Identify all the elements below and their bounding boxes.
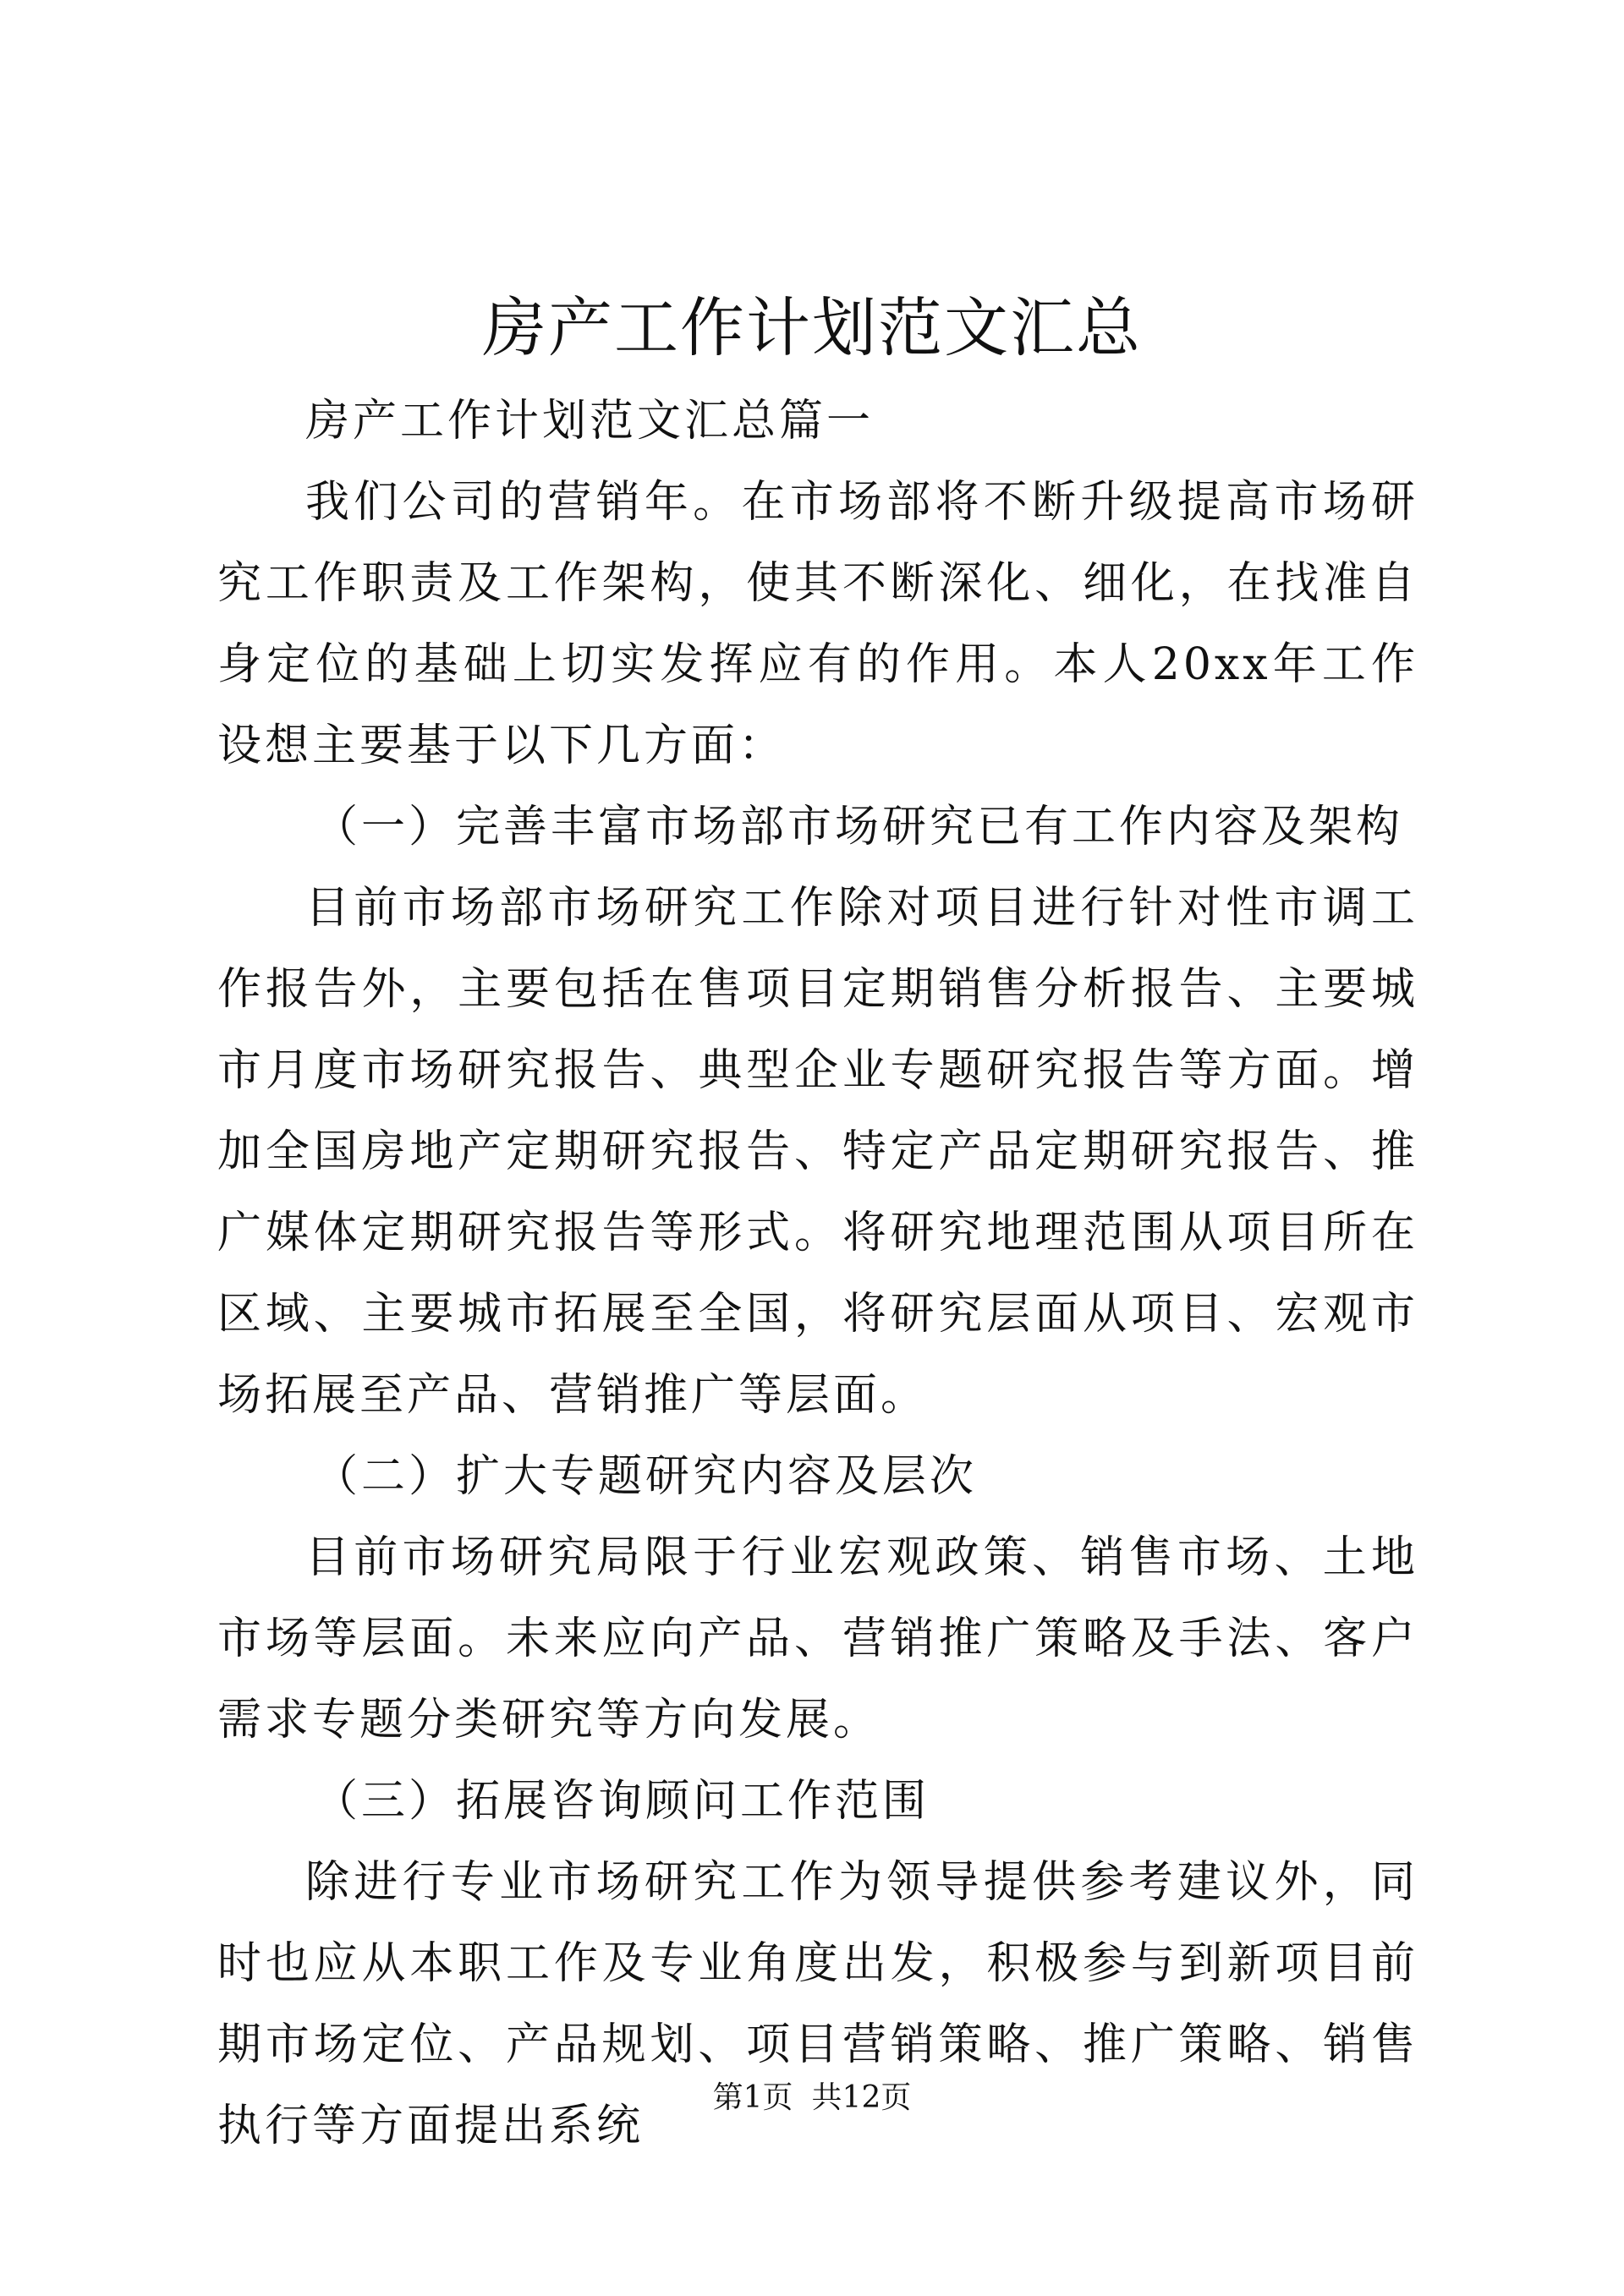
document-body (217, 381, 1418, 2167)
section-heading: （三）拓展咨询顾问工作范围 (314, 1776, 930, 1827)
body-paragraph: 目前市场部市场研究工作除对项目进行针对性市调工作报告外，主要包括在售项目定期销售分析报告、主要城市月度市场研究报告、典型企业专题研究报告等方面。增加全国房地产定期研究报告、特定产品定期研究报告、推广媒体定期研究报告等形式。将研究地理范围从项目所在区域、主要城市拓展至全国，将研究层面从项目、宏观市场拓展至产品、营销推广等层面。 (217, 883, 1418, 1421)
page-title: 房产工作计划范文汇总 (482, 290, 1142, 365)
section-heading: （一）完善丰富市场部市场研究已有工作内容及架构 (314, 802, 1404, 852)
body-paragraph: 目前市场研究局限于行业宏观政策、销售市场、土地市场等层面。未来应向产品、营销推广策略及手法、客户需求专题分类研究等方向发展。 (217, 1532, 1418, 1745)
page-footer (0, 2077, 1624, 2119)
body-paragraph: 我们公司的营销年。在市场部将不断升级提高市场研究工作职责及工作架构，使其不断深化、细化，在找准自身定位的基础上切实发挥应有的作用。本人20xx年工作设想主要基于以下几方面： (217, 477, 1418, 771)
page-number: 第1页 (712, 2080, 793, 2115)
page-total: 共12页 (811, 2080, 912, 2115)
section-subtitle: 房产工作计划范文汇总篇一 (305, 396, 875, 447)
body-paragraph: 除进行专业市场研究工作为领导提供参考建议外，同时也应从本职工作及专业角度出发，积极参与到新项目前期市场定位、产品规划、项目营销策略、推广策略、销售执行等方面提出系统 (217, 1857, 1418, 2151)
section-heading: （二）扩大专题研究内容及层次 (314, 1451, 978, 1502)
